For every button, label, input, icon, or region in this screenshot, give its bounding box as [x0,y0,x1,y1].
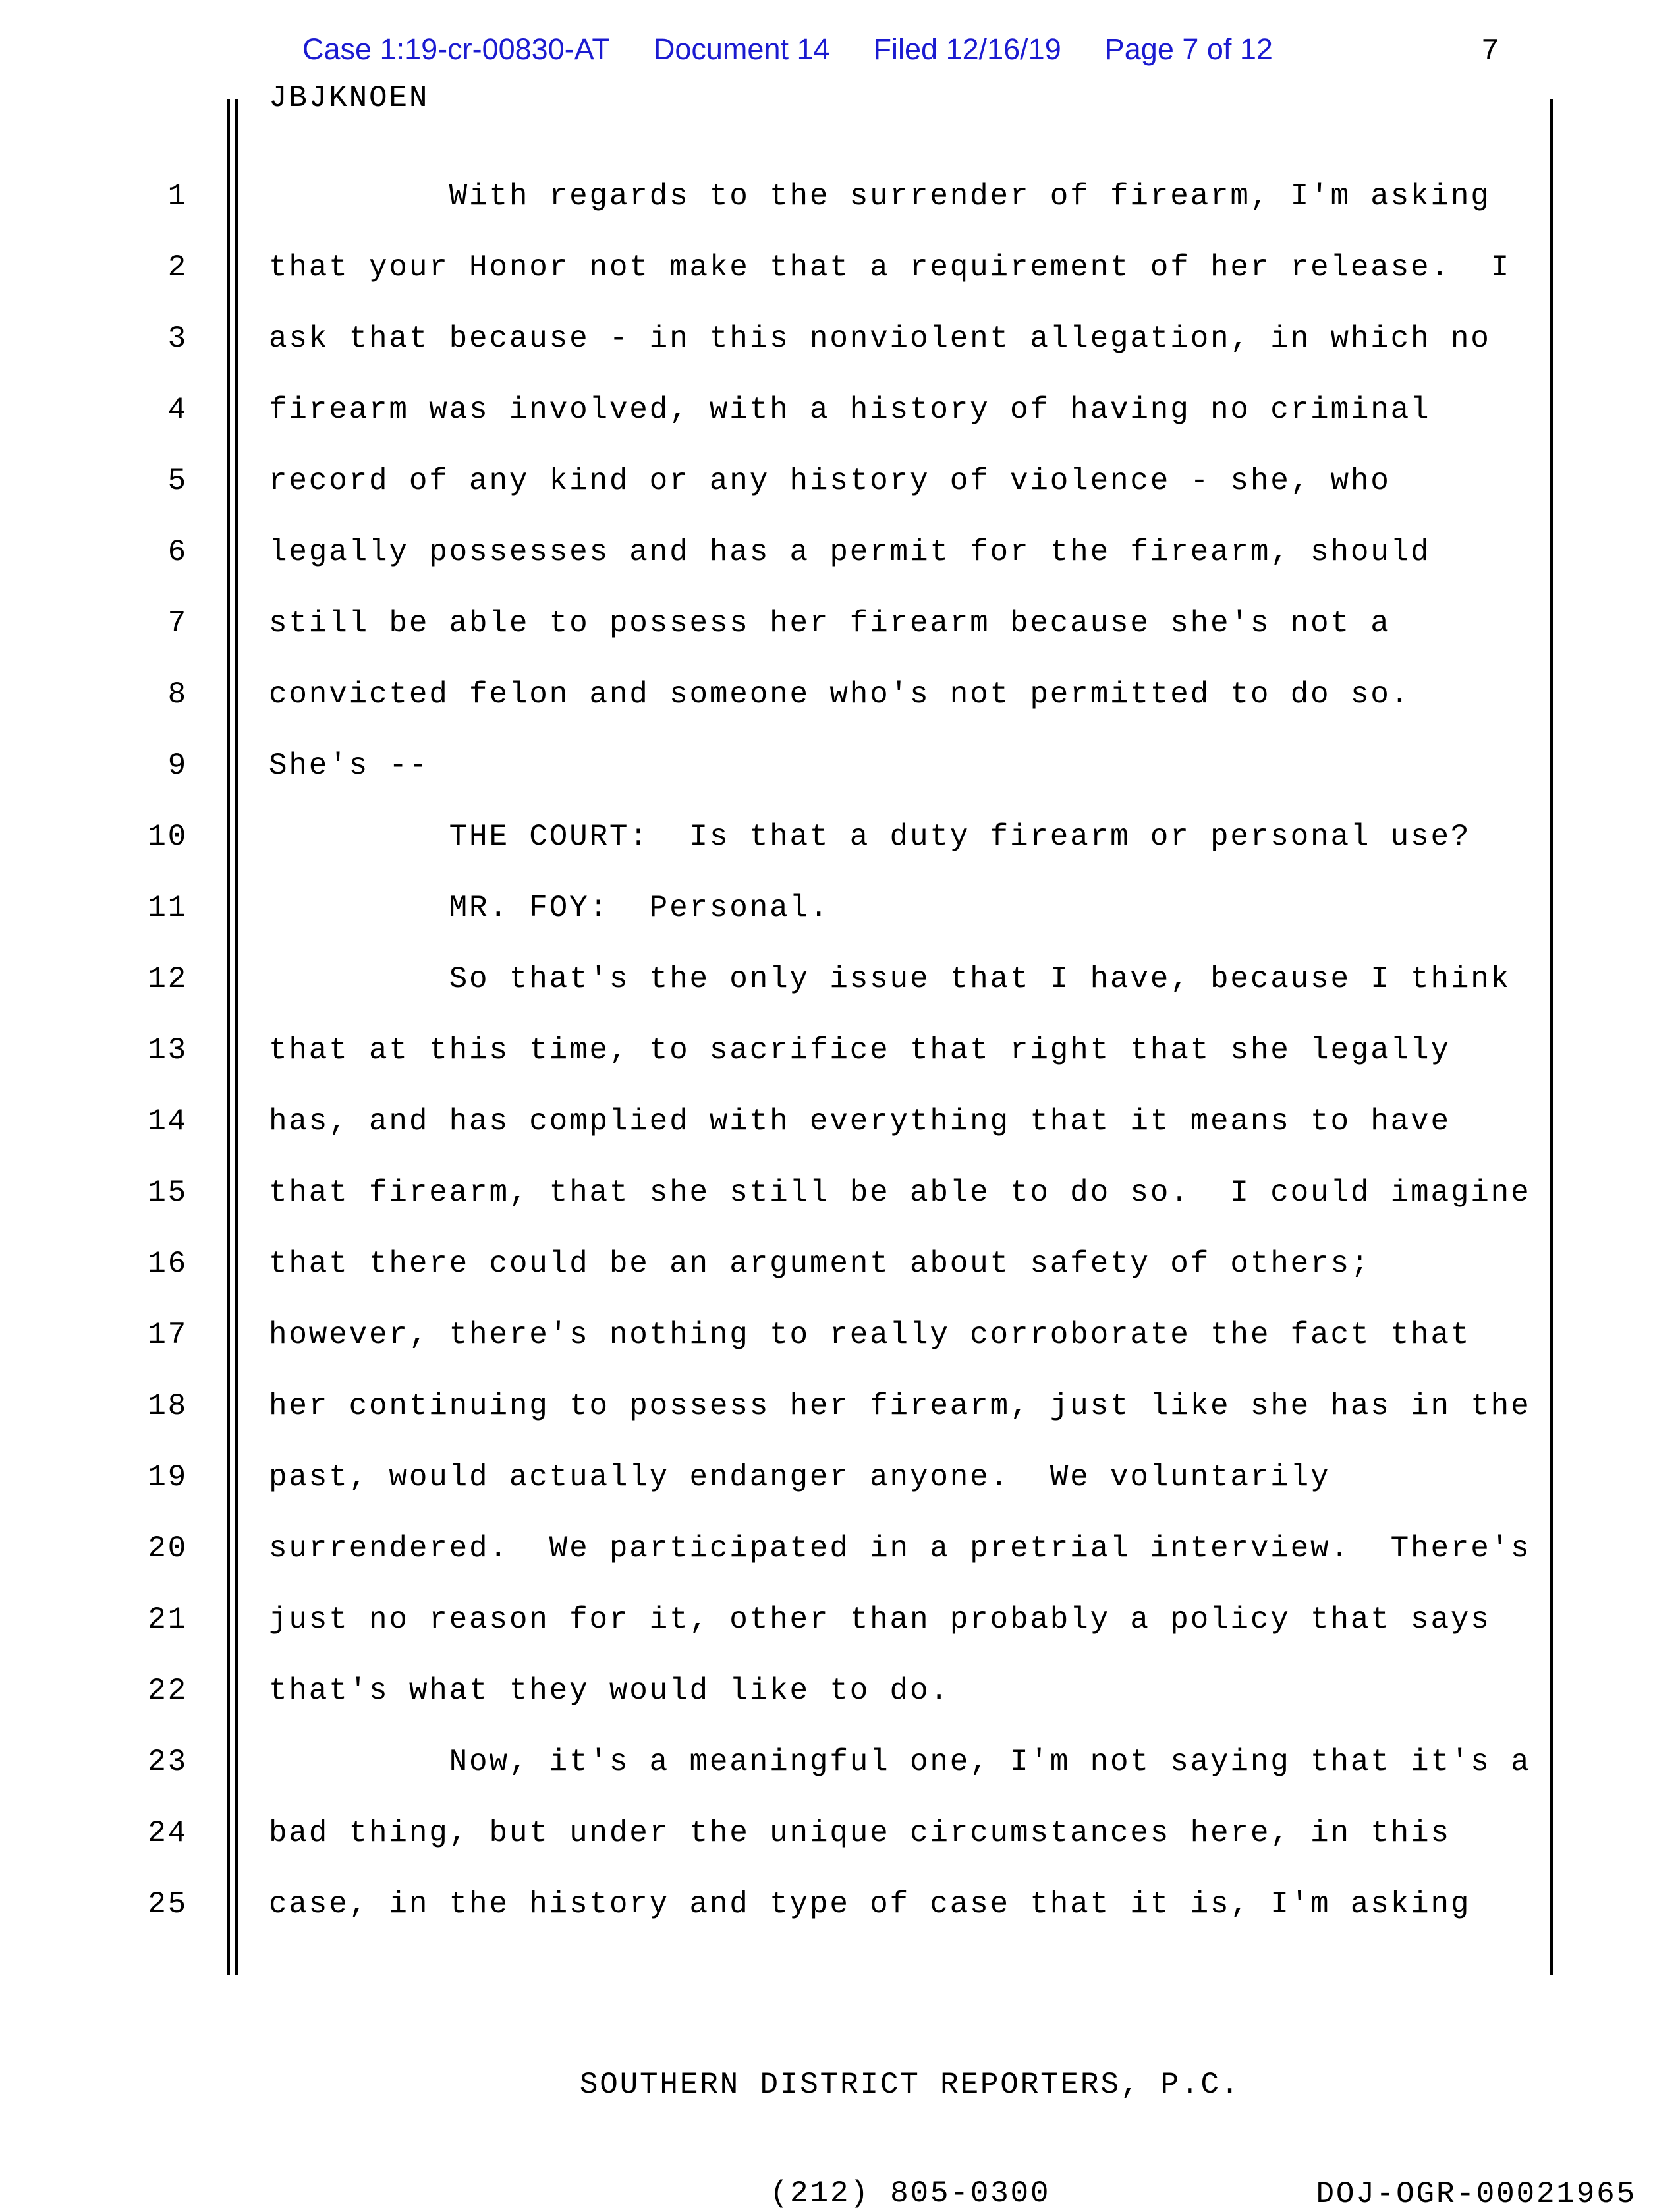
line-text: her continuing to possess her firearm, just like she has in the [269,1389,1531,1423]
transcript-line [0,1869,1680,1940]
reporter-name: SOUTHERN DISTRICT REPORTERS, P.C. [579,2068,1241,2102]
line-text: has, and has complied with everything that it means to have [269,1104,1451,1139]
line-number: 14 [148,1104,188,1139]
transcript-body [0,161,1680,1940]
line-text: surrendered. We participated in a pretrial interview. There's [269,1531,1531,1566]
line-text: MR. FOY: Personal. [269,891,830,925]
line-number: 23 [148,1745,188,1779]
line-number: 5 [167,464,188,498]
transcript-line [0,1513,1680,1584]
line-text: So that's the only issue that I have, because I think [269,962,1511,996]
line-number: 17 [148,1318,188,1352]
line-text: however, there's nothing to really corroborate the fact that [269,1318,1471,1352]
transcript-line [0,161,1680,232]
line-text: that's what they would like to do. [269,1674,950,1708]
line-text: still be able to possess her firearm because she's not a [269,606,1391,640]
line-number: 8 [167,677,188,712]
line-text: Now, it's a meaningful one, I'm not saying that it's a [269,1745,1531,1779]
session-stamp: JBJKNOEN [269,81,430,115]
line-text: past, would actually endanger anyone. We voluntarily [269,1460,1331,1494]
reporter-phone: (212) 805-0300 [770,2176,1051,2211]
header-filed-date: Filed 12/16/19 [873,32,1061,66]
line-text: case, in the history and type of case that it is, I'm asking [269,1887,1471,1921]
transcript-line [0,1228,1680,1299]
transcript-line [0,1726,1680,1798]
transcript-line [0,374,1680,445]
line-number: 19 [148,1460,188,1494]
header-page-label: Page 7 of 12 [1104,32,1273,66]
line-text: firearm was involved, with a history of having no criminal [269,393,1431,427]
ecf-header-stamp [302,34,1273,64]
transcript-line [0,1371,1680,1442]
line-text: that firearm, that she still be able to do so. I could imagine [269,1176,1531,1210]
transcript-line [0,730,1680,801]
line-number: 4 [167,393,188,427]
transcript-line [0,1798,1680,1869]
transcript-line [0,801,1680,872]
transcript-line [0,1584,1680,1655]
transcript-line [0,588,1680,659]
line-number: 6 [167,535,188,569]
transcript-line [0,303,1680,374]
line-text: With regards to the surrender of firearm, I'm asking [269,179,1491,213]
transcript-line [0,1015,1680,1086]
line-number: 3 [167,322,188,356]
line-text: that there could be an argument about safety of others; [269,1247,1371,1281]
line-number: 24 [148,1816,188,1850]
line-number: 13 [148,1033,188,1067]
transcript-line [0,1299,1680,1371]
line-number: 11 [148,891,188,925]
header-document-label: Document 14 [653,32,830,66]
line-number: 10 [148,820,188,854]
line-number: 2 [167,250,188,285]
transcript-line [0,1442,1680,1513]
line-number: 1 [167,179,188,213]
line-number: 20 [148,1531,188,1566]
transcript-line [0,1086,1680,1157]
transcript-line [0,1157,1680,1228]
line-text: ask that because - in this nonviolent allegation, in which no [269,322,1491,356]
line-number: 9 [167,749,188,783]
transcript-line [0,872,1680,944]
line-text: just no reason for it, other than probably a policy that says [269,1602,1491,1637]
line-number: 25 [148,1887,188,1921]
line-text: that at this time, to sacrifice that right that she legally [269,1033,1451,1067]
line-text: that your Honor not make that a requirement of her release. I [269,250,1511,285]
transcript-line [0,944,1680,1015]
transcript-line [0,659,1680,730]
bates-number: DOJ-OGR-00021965 [1316,2177,1637,2211]
line-number: 21 [148,1602,188,1637]
line-number: 16 [148,1247,188,1281]
line-text: convicted felon and someone who's not permitted to do so. [269,677,1411,712]
transcript-line [0,445,1680,517]
line-number: 18 [148,1389,188,1423]
transcript-page-number: 7 [1481,34,1501,69]
transcript-line [0,232,1680,303]
transcript-line [0,517,1680,588]
line-text: legally possesses and has a permit for the firearm, should [269,535,1431,569]
line-number: 22 [148,1674,188,1708]
transcript-line [0,1655,1680,1726]
header-case-number: Case 1:19-cr-00830-AT [302,32,610,66]
line-number: 7 [167,606,188,640]
line-text: record of any kind or any history of violence - she, who [269,464,1391,498]
line-text: THE COURT: Is that a duty firearm or personal use? [269,820,1471,854]
line-number: 15 [148,1176,188,1210]
line-text: bad thing, but under the unique circumstances here, in this [269,1816,1451,1850]
line-text: She's -- [269,749,430,783]
line-number: 12 [148,962,188,996]
